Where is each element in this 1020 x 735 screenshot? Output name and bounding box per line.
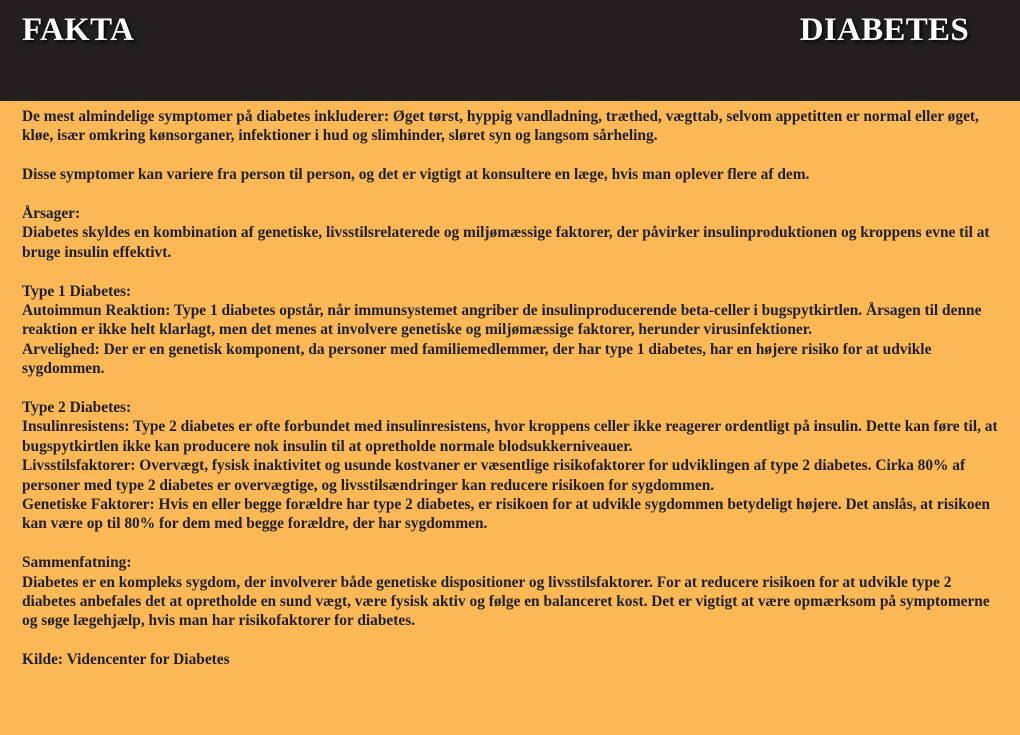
type1-autoimmune-paragraph: Autoimmun Reaktion: Type 1 diabetes opstår, når immunsystemet angriber de insulinproducerende beta-celler i bugspytkirtlen. Årsagen til denne reaktion er ikke helt klarlagt, men det menes at involvere genetiske og miljømæssige faktorer, herunder virusinfektioner. xyxy=(22,302,982,339)
symptoms-paragraph: De mest almindelige symptomer på diabetes inkluderer: Øget tørst, hyppig vandladning, træthed, vægttab, selvom appetitten er normal eller øget, kløe, især omkring kønsorganer, infektioner i hud og slimhinder, sløret syn og langsom sårheling. xyxy=(22,108,979,145)
causes-paragraph: Diabetes skyldes en kombination af genetiske, livsstilsrelaterede og miljømæssige faktorer, der påvirker insulinproduktionen og kroppens evne til at bruge insulin effektivt. xyxy=(22,224,990,261)
header-right-title: DIABETES xyxy=(799,12,969,48)
source-line: Kilde: Videncenter for Diabetes xyxy=(22,651,230,669)
summary-paragraph: Diabetes er en kompleks sygdom, der involverer både genetiske dispositioner og livsstilsfaktorer. For at reducere risikoen for at udvikle type 2 diabetes anbefales det at opretholde en sund vægt, være fysisk aktiv og følge en balanceret kost. Det er vigtigt at være opmærksom på symptomerne og søge lægehjælp, hvis man har risikofaktorer for diabetes. xyxy=(22,573,990,630)
type2-heading: Type 2 Diabetes: xyxy=(22,399,132,417)
type2-insulin-paragraph: Insulinresistens: Type 2 diabetes er ofte forbundet med insulinresistens, hvor kroppens celler ikke reagerer ordentligt på insulin. Dette kan føre til, at bugspytkirtlen ikke kan producere nok insulin til at opretholde normale blodsukkerniveauer. xyxy=(22,418,998,455)
header-left-title: FAKTA xyxy=(22,12,135,48)
type2-lifestyle-paragraph: Livsstilsfaktorer: Overvægt, fysisk inaktivitet og usunde kostvaner er væsentlige risikofaktorer for udviklingen af type 2 diabetes. Cirka 80% af personer med type 2 diabetes er overvægtige, og livsstilsændringer kan reducere risikoen for sygdommen. xyxy=(22,457,966,494)
causes-heading: Årsager: xyxy=(22,205,81,222)
variation-paragraph: Disse symptomer kan variere fra person til person, og det er vigtigt at konsultere en læge, hvis man oplever flere af dem. xyxy=(22,166,810,184)
summary-heading: Sammenfatning: xyxy=(22,554,132,572)
header-bar xyxy=(0,0,1020,101)
type1-heredity-paragraph: Arvelighed: Der er en genetisk komponent, da personer med familiemedlemmer, der har type 1 diabetes, har en højere risiko for at udvikle sygdommen. xyxy=(22,340,932,378)
fact-sheet-body xyxy=(22,107,1004,670)
type1-heading: Type 1 Diabetes: xyxy=(22,282,132,300)
type2-genetic-paragraph: Genetiske Faktorer: Hvis en eller begge forældre har type 2 diabetes, er risikoen for at udvikle sygdommen betydeligt højere. Det anslås, at risikoen kan være op til 80% for dem med begge forældre, der har sygdommen. xyxy=(22,496,990,533)
